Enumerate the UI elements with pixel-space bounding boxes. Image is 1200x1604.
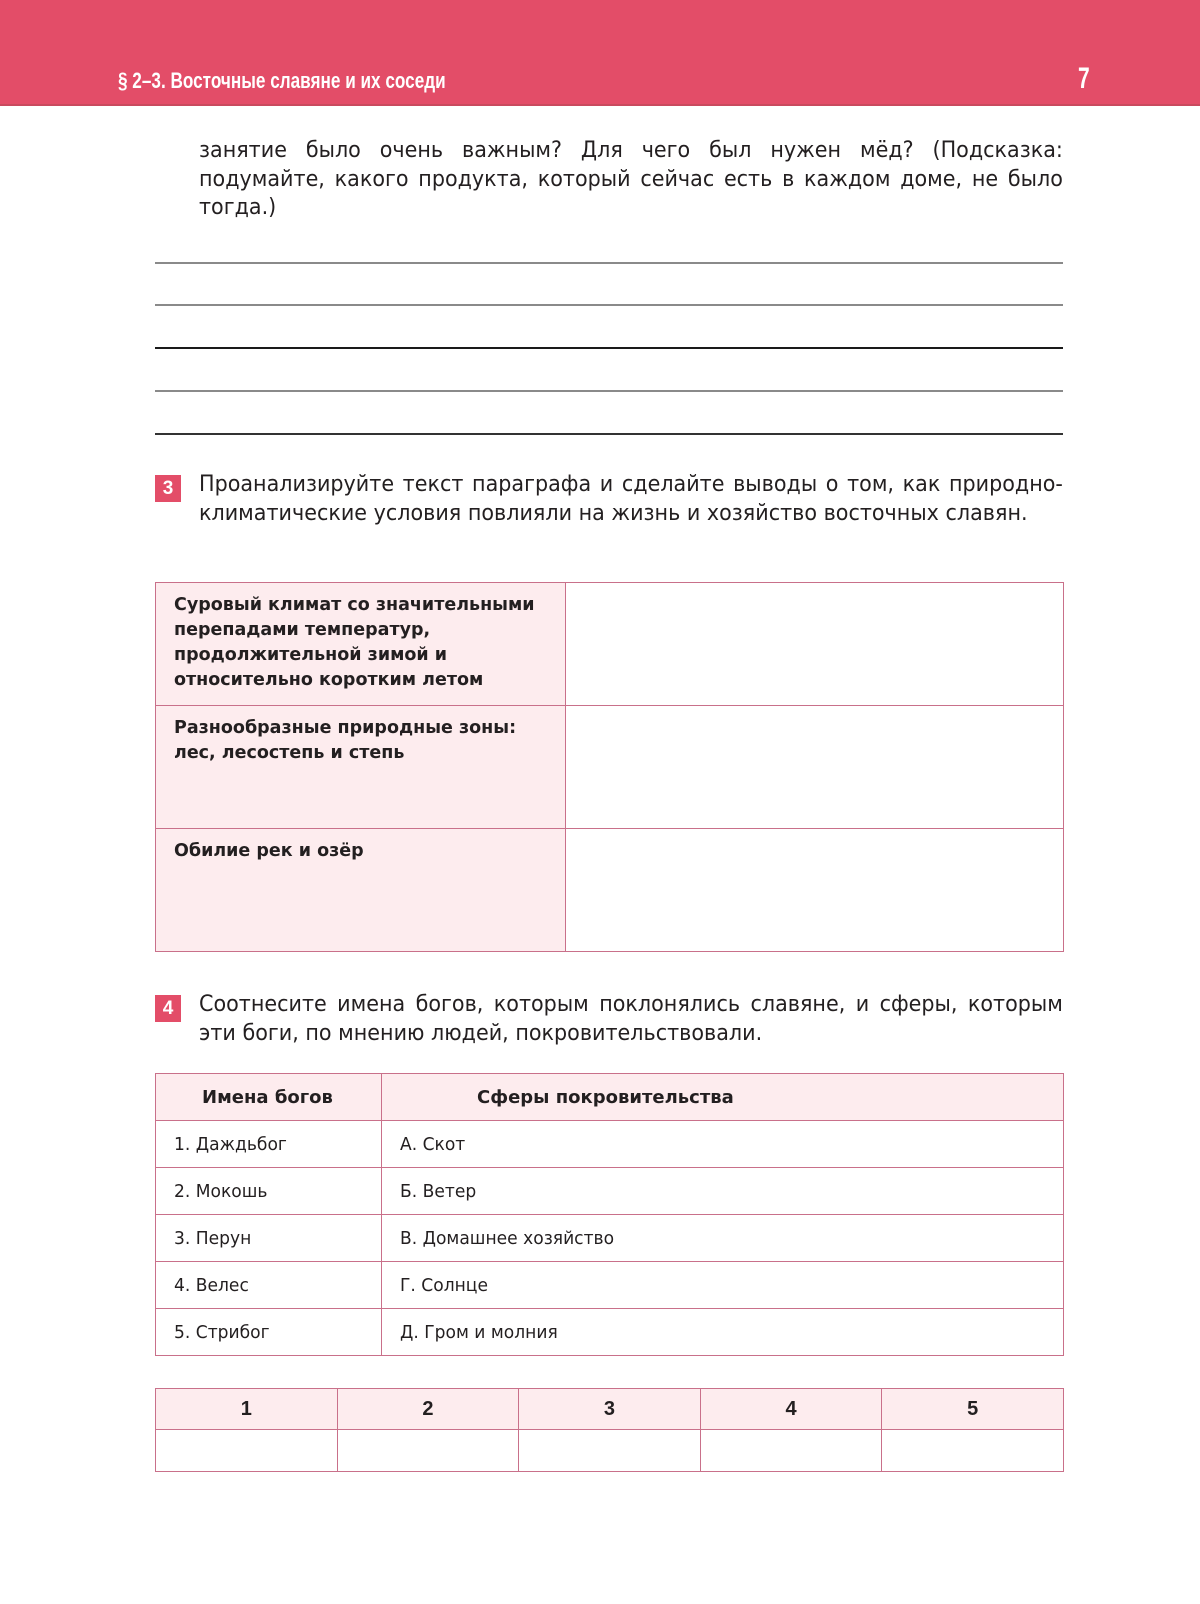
task-3-instruction: Проанализируйте текст параграфа и сделайте выводы о том, как природно-климатические условия повлияли на жизнь и хозяйство восточных славян. [199, 471, 1063, 526]
answer-cell[interactable] [882, 1430, 1064, 1472]
answer-cell[interactable] [566, 583, 1064, 706]
answer-cell[interactable] [337, 1430, 519, 1472]
table-row [156, 583, 1064, 706]
answer-line[interactable] [155, 347, 1063, 349]
condition-cell: Обилие рек и озёр [156, 829, 566, 952]
table-row [156, 829, 1064, 952]
table-row [156, 706, 1064, 829]
answer-line[interactable] [155, 262, 1063, 264]
god-cell: 2. Мокошь [156, 1168, 382, 1215]
task-4-instruction: Соотнесите имена богов, которым поклонялись славяне, и сферы, которым эти боги, по мнению людей, покровительствовали. [199, 991, 1063, 1046]
condition-cell: Суровый климат со значительными перепадами температур, продолжительной зимой и относительно коротким летом [156, 583, 566, 706]
god-cell: 5. Стрибог [156, 1309, 382, 1356]
answer-column-4: 4 [700, 1389, 882, 1430]
table-row [156, 1309, 1064, 1356]
answer-line[interactable] [155, 433, 1063, 435]
answer-column-2: 2 [337, 1389, 519, 1430]
sphere-cell: Б. Ветер [382, 1168, 1064, 1215]
task-number-badge: 4 [155, 995, 181, 1022]
god-cell: 4. Велес [156, 1262, 382, 1309]
sphere-cell: Г. Солнце [382, 1262, 1064, 1309]
page-number: 7 [1078, 62, 1090, 95]
table-row [156, 1168, 1064, 1215]
page-header [0, 0, 1200, 106]
column-header-spheres: Сферы покровительства [382, 1074, 1064, 1121]
task-number-badge: 3 [155, 475, 181, 502]
section-title: § 2–3. Восточные славяне и их соседи [118, 68, 446, 93]
gods-matching-table [155, 1073, 1064, 1356]
table-row [156, 1121, 1064, 1168]
sphere-cell: А. Скот [382, 1121, 1064, 1168]
task2-question-continuation: занятие было очень важным? Для чего был нужен мёд? (Подсказка: подумайте, какого продукта, который сейчас есть в каждом доме, не было тогда.) [199, 137, 1063, 220]
god-cell: 1. Даждьбог [156, 1121, 382, 1168]
column-header-gods: Имена богов [156, 1074, 382, 1121]
matching-answer-table [155, 1388, 1064, 1472]
condition-cell: Разнообразные природные зоны: лес, лесостепь и степь [156, 706, 566, 829]
god-cell: 3. Перун [156, 1215, 382, 1262]
answer-column-3: 3 [519, 1389, 701, 1430]
climate-conditions-table [155, 582, 1064, 952]
answer-cell[interactable] [566, 706, 1064, 829]
table-row [156, 1262, 1064, 1309]
sphere-cell: В. Домашнее хозяйство [382, 1215, 1064, 1262]
answer-column-5: 5 [882, 1389, 1064, 1430]
table-row [156, 1215, 1064, 1262]
answer-cell[interactable] [700, 1430, 882, 1472]
answer-column-1: 1 [156, 1389, 338, 1430]
answer-row [156, 1430, 1064, 1472]
answer-line[interactable] [155, 390, 1063, 392]
sphere-cell: Д. Гром и молния [382, 1309, 1064, 1356]
answer-header-row [156, 1389, 1064, 1430]
answer-line[interactable] [155, 304, 1063, 306]
answer-cell[interactable] [519, 1430, 701, 1472]
table-header-row [156, 1074, 1064, 1121]
answer-cell[interactable] [156, 1430, 338, 1472]
answer-cell[interactable] [566, 829, 1064, 952]
